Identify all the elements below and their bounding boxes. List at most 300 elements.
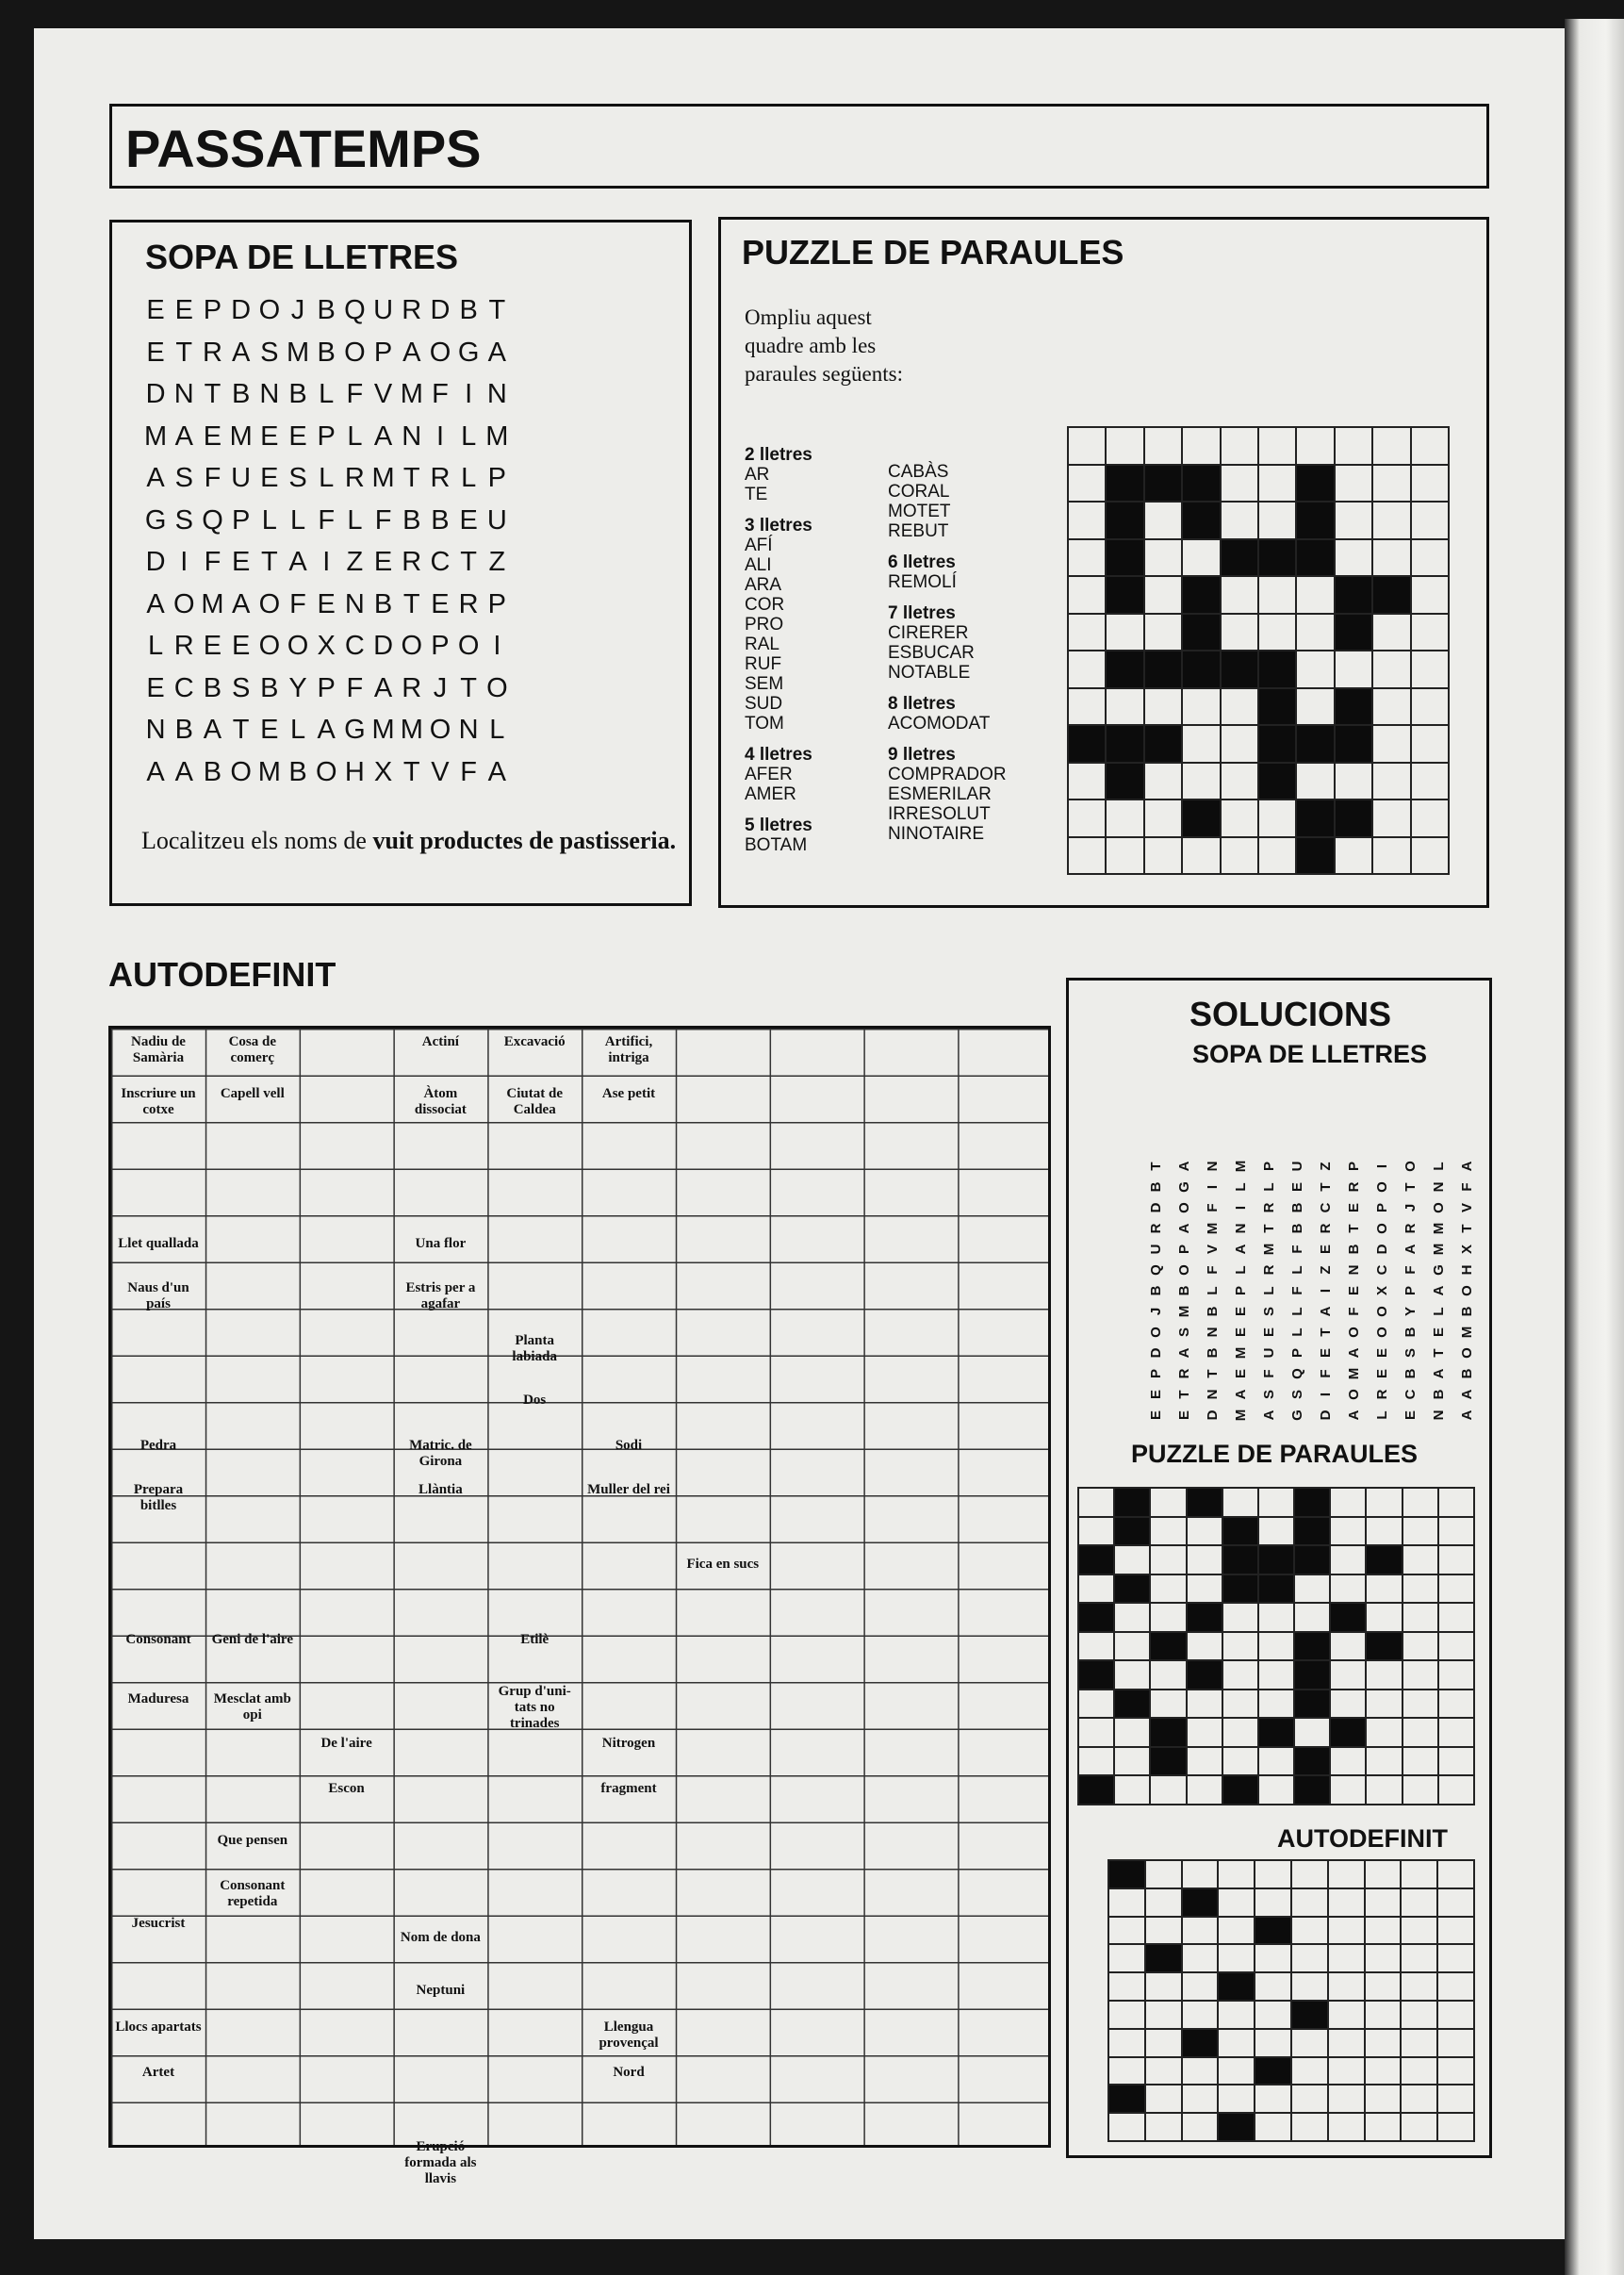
sopa-letter: O: [401, 631, 423, 661]
grid-cell: [1437, 2001, 1474, 2029]
grid-cell: [1150, 1488, 1186, 1517]
grid-cell: [1218, 1888, 1255, 1917]
grid-cell: [1068, 688, 1106, 726]
sol-sopa-letter: T: [1176, 1390, 1192, 1399]
sopa-letter: B: [288, 379, 307, 409]
grid-cell: [1258, 725, 1296, 763]
clue-cell: Llengua provençal: [599, 2019, 659, 2052]
sopa-letter: S: [174, 504, 193, 536]
sol-sopa-letter: T: [1205, 1369, 1221, 1378]
grid-cell: [1335, 539, 1372, 577]
sopa-letter: E: [146, 337, 165, 368]
grid-cell: [1068, 725, 1106, 763]
sopa-letter: T: [460, 547, 478, 577]
sopa-letter: V: [373, 379, 393, 409]
grid-cell: [1258, 1545, 1294, 1574]
sopa-letter: T: [175, 337, 193, 368]
grid-cell: [1335, 688, 1372, 726]
sopa-letter: X: [373, 756, 393, 787]
sopa-letter: O: [287, 631, 309, 661]
sol-sopa-letter: R: [1148, 1223, 1164, 1234]
grid-cell: [1437, 1917, 1474, 1945]
sol-sopa-letter: L: [1233, 1182, 1249, 1192]
word-item: CABÀS: [888, 462, 949, 482]
grid-cell: [1255, 2029, 1291, 2057]
sopa-row: [141, 421, 511, 464]
sopa-letter: B: [203, 672, 222, 703]
grid-cell: [1366, 1747, 1402, 1776]
sopa-letter: O: [429, 715, 451, 745]
sopa-letter: M: [201, 588, 224, 619]
sol-sopa-letter: O: [1374, 1327, 1390, 1338]
sol-sopa-letter: F: [1289, 1245, 1305, 1254]
grid-cell: [1437, 1888, 1474, 1917]
clue-cell: Excavació: [503, 1034, 566, 1049]
sopa-letter: E: [174, 295, 193, 325]
sol-sopa-letter: T: [1459, 1224, 1475, 1233]
sol-sopa-letter: U: [1261, 1347, 1277, 1359]
clue-cell: Jesucrist: [131, 1915, 186, 1931]
sopa-letter: I: [465, 379, 473, 409]
sol-sopa-letter: L: [1374, 1410, 1390, 1420]
sopa-letter: G: [144, 504, 167, 536]
grid-cell: [1187, 1690, 1222, 1719]
word-item: BOTAM: [745, 835, 808, 855]
sopa-letter: I: [493, 631, 501, 661]
grid-cell: [1372, 763, 1410, 800]
clue-cell: Neptuni: [416, 1982, 466, 1998]
autodefinit-title: AUTODEFINIT: [108, 955, 336, 994]
sol-sopa-letter: M: [1431, 1222, 1447, 1235]
sopa-letter: V: [431, 756, 450, 787]
grid-cell: [1222, 1488, 1258, 1517]
sopa-letter: F: [432, 379, 449, 409]
sopa-letter: M: [400, 379, 423, 409]
grid-cell: [1403, 1545, 1438, 1574]
grid-cell: [1255, 1888, 1291, 1917]
sol-sopa-letter: M: [1205, 1222, 1221, 1235]
grid-cell: [1145, 2057, 1182, 2085]
word-item: REBUT: [888, 521, 949, 541]
grid-cell: [1222, 1574, 1258, 1604]
grid-cell: [1291, 1917, 1328, 1945]
sopa-letter: N: [402, 420, 422, 452]
sopa-letter: E: [260, 463, 279, 493]
word-item: COMPRADOR: [888, 765, 1007, 784]
grid-cell: [1182, 725, 1220, 763]
sol-sopa-letter: M: [1233, 1409, 1249, 1422]
grid-cell: [1438, 1632, 1474, 1661]
grid-cell: [1150, 1517, 1186, 1546]
sopa-letter: B: [459, 295, 478, 325]
grid-cell: [1366, 1718, 1402, 1747]
sopa-letter: I: [180, 547, 189, 577]
grid-cell: [1372, 651, 1410, 688]
sol-sopa-letter: F: [1403, 1265, 1419, 1275]
grid-cell: [1403, 1660, 1438, 1690]
sol-sopa-letter: L: [1289, 1265, 1305, 1275]
sopa-letter: F: [460, 756, 478, 787]
sol-sopa-letter: V: [1205, 1245, 1221, 1255]
sopa-letter: M: [257, 756, 281, 787]
grid-cell: [1106, 763, 1143, 800]
word-item: AR: [745, 465, 770, 485]
grid-cell: [1372, 539, 1410, 577]
grid-cell: [1372, 725, 1410, 763]
grid-cell: [1114, 1517, 1150, 1546]
sol-sopa-letter: A: [1176, 1223, 1192, 1234]
sol-sopa-letter: P: [1374, 1203, 1390, 1213]
sol-sopa-letter: I: [1318, 1288, 1334, 1294]
sol-sopa-row: [1261, 1156, 1289, 1426]
sol-sopa-letter: L: [1431, 1162, 1447, 1171]
clue-cell: Consonant repetida: [220, 1877, 286, 1909]
sol-sopa-letter: O: [1176, 1202, 1192, 1213]
sol-sopa-letter: J: [1403, 1203, 1419, 1212]
sopa-letter: E: [459, 504, 478, 536]
sol-sopa-letter: P: [1261, 1162, 1277, 1172]
sol-sopa-letter: A: [1176, 1347, 1192, 1359]
grid-cell: [1258, 837, 1296, 875]
sopa-letter: D: [231, 295, 252, 325]
sol-sopa-letter: N: [1205, 1161, 1221, 1172]
grid-cell: [1221, 651, 1258, 688]
grid-cell: [1108, 2057, 1145, 2085]
grid-cell: [1258, 1517, 1294, 1546]
grid-cell: [1182, 465, 1220, 503]
sol-sopa-letter: A: [1431, 1368, 1447, 1379]
grid-cell: [1108, 1888, 1145, 1917]
sol-sopa-letter: E: [1148, 1390, 1164, 1400]
clue-cell: Grup d'uni-tats no trinades: [498, 1684, 571, 1732]
solucions-title: SOLUCIONS: [1189, 995, 1392, 1033]
sopa-letter: F: [374, 504, 392, 536]
grid-cell: [1114, 1747, 1150, 1776]
sopa-letter: A: [373, 672, 393, 703]
grid-cell: [1328, 2057, 1365, 2085]
grid-cell: [1221, 576, 1258, 614]
sopa-letter: R: [202, 337, 222, 368]
grid-cell: [1108, 2029, 1145, 2057]
sol-sopa-letter: A: [1346, 1410, 1362, 1421]
grid-cell: [1411, 800, 1449, 837]
clue-cell: Fica en sucs: [686, 1557, 760, 1573]
sopa-letter: M: [144, 420, 168, 452]
grid-cell: [1330, 1545, 1366, 1574]
sol-sopa-letter: P: [1289, 1348, 1305, 1359]
grid-cell: [1258, 800, 1296, 837]
sol-sopa-letter: D: [1318, 1410, 1334, 1421]
grid-cell: [1366, 1775, 1402, 1805]
sol-sopa-letter: E: [1233, 1307, 1249, 1317]
sol-sopa-letter: O: [1459, 1347, 1475, 1359]
grid-cell: [1258, 502, 1296, 539]
clue-cell: Muller del rei: [587, 1482, 670, 1498]
grid-cell: [1411, 427, 1449, 465]
grid-cell: [1401, 1972, 1437, 2001]
grid-cell: [1182, 2001, 1219, 2029]
grid-cell: [1145, 2085, 1182, 2113]
sol-sopa-letter: E: [1431, 1327, 1447, 1338]
sopa-letter: A: [146, 756, 165, 787]
grid-cell: [1106, 614, 1143, 651]
clue-cell: Nord: [613, 2064, 645, 2080]
sopa-letter: I: [435, 420, 444, 452]
word-item: COR: [745, 595, 785, 615]
grid-cell: [1438, 1603, 1474, 1632]
sopa-letter: O: [258, 295, 281, 325]
grid-cell: [1330, 1690, 1366, 1719]
grid-cell: [1078, 1632, 1114, 1661]
sopa-letter: A: [231, 337, 251, 368]
sopa-letter: N: [458, 715, 479, 745]
sol-sopa-letter: T: [1148, 1162, 1164, 1171]
grid-cell: [1437, 1972, 1474, 2001]
grid-cell: [1182, 502, 1220, 539]
grid-cell: [1411, 763, 1449, 800]
sol-sopa-letter: I: [1318, 1392, 1334, 1397]
sopa-letter: L: [289, 504, 306, 536]
sopa-letter: P: [487, 463, 507, 493]
grid-cell: [1403, 1517, 1438, 1546]
grid-cell: [1182, 651, 1220, 688]
sol-sopa-letter: E: [1403, 1410, 1419, 1421]
sol-sopa-letter: M: [1233, 1160, 1249, 1173]
solucions-autodefinit-grid: [1107, 1859, 1475, 2142]
grid-cell: [1106, 688, 1143, 726]
sol-sopa-letter: N: [1346, 1264, 1362, 1276]
grid-cell: [1221, 837, 1258, 875]
grid-cell: [1294, 1545, 1330, 1574]
word-item: ESBUCAR: [888, 643, 975, 663]
sopa-letter: R: [458, 588, 479, 619]
grid-cell: [1068, 539, 1106, 577]
grid-cell: [1150, 1747, 1186, 1776]
word-item: ESMERILAR: [888, 784, 992, 804]
grid-cell: [1106, 576, 1143, 614]
word-item: NINOTAIRE: [888, 824, 985, 844]
sopa-letter: B: [231, 379, 251, 409]
grid-cell: [1401, 1888, 1437, 1917]
grid-cell: [1366, 1632, 1402, 1661]
clue-cell: Estris per a agafar: [405, 1280, 476, 1312]
sol-sopa-letter: S: [1261, 1390, 1277, 1400]
sopa-letter: L: [148, 631, 164, 661]
grid-cell: [1411, 614, 1449, 651]
grid-cell: [1182, 576, 1220, 614]
sopa-letter: E: [231, 631, 251, 661]
grid-cell: [1296, 763, 1334, 800]
sol-sopa-letter: O: [1374, 1306, 1390, 1317]
clue-cell: Escon: [328, 1781, 365, 1796]
sol-sopa-letter: S: [1403, 1348, 1419, 1359]
grid-cell: [1335, 725, 1372, 763]
grid-cell: [1335, 763, 1372, 800]
sol-sopa-letter: R: [1374, 1389, 1390, 1400]
sol-sopa-letter: F: [1205, 1265, 1221, 1275]
grid-cell: [1221, 614, 1258, 651]
grid-cell: [1106, 837, 1143, 875]
clue-cell: Ase petit: [601, 1086, 656, 1102]
grid-cell: [1222, 1690, 1258, 1719]
grid-cell: [1221, 502, 1258, 539]
clue-cell: Que pensen: [217, 1833, 288, 1849]
grid-cell: [1365, 2057, 1402, 2085]
sol-sopa-row: [1403, 1156, 1431, 1426]
grid-cell: [1366, 1690, 1402, 1719]
grid-cell: [1144, 539, 1182, 577]
sol-sopa-letter: B: [1431, 1389, 1447, 1400]
sol-sopa-letter: B: [1459, 1368, 1475, 1379]
grid-cell: [1114, 1632, 1150, 1661]
grid-cell: [1221, 800, 1258, 837]
sol-sopa-row: [1205, 1156, 1233, 1426]
grid-cell: [1401, 1944, 1437, 1972]
sopa-row: [141, 715, 511, 757]
word-item: ARA: [745, 575, 782, 595]
grid-cell: [1150, 1775, 1186, 1805]
grid-cell: [1144, 725, 1182, 763]
grid-cell: [1182, 1888, 1219, 1917]
grid-cell: [1222, 1775, 1258, 1805]
grid-cell: [1438, 1488, 1474, 1517]
grid-cell: [1335, 614, 1372, 651]
grid-cell: [1068, 651, 1106, 688]
grid-cell: [1296, 539, 1334, 577]
clue-cell: Artifici, intriga: [604, 1034, 653, 1065]
grid-cell: [1401, 2113, 1437, 2141]
word-item: RUF: [745, 654, 782, 674]
grid-cell: [1403, 1775, 1438, 1805]
sopa-row: [141, 379, 511, 421]
sol-sopa-letter: A: [1261, 1410, 1277, 1421]
sol-sopa-letter: O: [1346, 1389, 1362, 1400]
grid-cell: [1255, 2113, 1291, 2141]
grid-cell: [1144, 465, 1182, 503]
sopa-letter: L: [461, 463, 477, 493]
sopa-letter: E: [146, 295, 165, 325]
grid-cell: [1330, 1632, 1366, 1661]
grid-cell: [1255, 1917, 1291, 1945]
intro-line: quadre amb les: [745, 334, 877, 357]
word-item: PRO: [745, 615, 784, 635]
sopa-letter: R: [402, 295, 422, 325]
sopa-letter: R: [430, 463, 451, 493]
sopa-row: [141, 757, 511, 800]
grid-cell: [1372, 614, 1410, 651]
clue-cell: Maduresa: [127, 1690, 189, 1706]
sol-sopa-row: [1318, 1156, 1346, 1426]
grid-cell: [1294, 1660, 1330, 1690]
sopa-letter: N: [344, 588, 365, 619]
sopa-letter: R: [344, 463, 365, 493]
grid-cell: [1291, 2057, 1328, 2085]
grid-cell: [1258, 1718, 1294, 1747]
clue-cell: Nadiu de Samària: [131, 1034, 186, 1065]
grid-cell: [1366, 1545, 1402, 1574]
grid-cell: [1068, 576, 1106, 614]
sol-sopa-letter: E: [1148, 1410, 1164, 1421]
grid-cell: [1401, 1860, 1437, 1888]
grid-cell: [1221, 763, 1258, 800]
sol-sopa-letter: P: [1403, 1286, 1419, 1296]
grid-cell: [1411, 651, 1449, 688]
grid-cell: [1108, 2001, 1145, 2029]
grid-cell: [1296, 614, 1334, 651]
sol-sopa-letter: B: [1289, 1223, 1305, 1234]
clue-cell: fragment: [600, 1781, 657, 1796]
grid-cell: [1114, 1775, 1150, 1805]
sol-sopa-row: [1289, 1156, 1318, 1426]
sopa-letter: T: [204, 379, 221, 409]
grid-cell: [1296, 800, 1334, 837]
grid-cell: [1296, 837, 1334, 875]
sol-sopa-letter: A: [1459, 1410, 1475, 1421]
grid-cell: [1372, 502, 1410, 539]
grid-cell: [1258, 651, 1296, 688]
grid-cell: [1335, 576, 1372, 614]
grid-cell: [1108, 1972, 1145, 2001]
sol-sopa-letter: E: [1289, 1182, 1305, 1193]
sopa-letter: O: [457, 631, 480, 661]
grid-cell: [1078, 1775, 1114, 1805]
grid-cell: [1296, 576, 1334, 614]
word-item: AFÍ: [745, 536, 773, 555]
sol-sopa-letter: L: [1233, 1265, 1249, 1275]
grid-cell: [1182, 1860, 1219, 1888]
sopa-letter: F: [204, 547, 221, 577]
sopa-letter: R: [402, 672, 422, 703]
sopa-letter: O: [315, 756, 337, 787]
sopa-letter: O: [173, 588, 195, 619]
grid-cell: [1294, 1718, 1330, 1747]
sopa-letter: B: [288, 756, 307, 787]
grid-cell: [1294, 1488, 1330, 1517]
grid-cell: [1218, 1972, 1255, 2001]
sol-sopa-letter: R: [1346, 1181, 1362, 1193]
clue-cell: Geni de l'aire: [211, 1631, 293, 1647]
sol-sopa-letter: I: [1233, 1205, 1249, 1211]
grid-cell: [1291, 2113, 1328, 2141]
grid-cell: [1401, 1917, 1437, 1945]
grid-cell: [1258, 576, 1296, 614]
grid-cell: [1258, 1775, 1294, 1805]
grid-cell: [1145, 2113, 1182, 2141]
grid-cell: [1296, 502, 1334, 539]
sopa-letter: U: [373, 295, 394, 325]
sopa-letter: E: [260, 420, 279, 452]
grid-cell: [1068, 837, 1106, 875]
grid-cell: [1437, 2113, 1474, 2141]
grid-cell: [1258, 1632, 1294, 1661]
grid-cell: [1182, 2085, 1219, 2113]
grid-cell: [1437, 1944, 1474, 1972]
sopa-letter: D: [373, 631, 394, 661]
sol-sopa-letter: A: [1318, 1306, 1334, 1317]
word-item: REMOLÍ: [888, 572, 957, 592]
sopa-letter: E: [260, 715, 279, 745]
clue-cell: Mesclat amb opi: [213, 1690, 291, 1723]
sol-sopa-row: [1431, 1156, 1459, 1426]
grid-cell: [1438, 1718, 1474, 1747]
grid-cell: [1328, 1917, 1365, 1945]
grid-cell: [1255, 1972, 1291, 2001]
sopa-letter: A: [146, 588, 165, 619]
grid-cell: [1222, 1517, 1258, 1546]
grid-cell: [1182, 800, 1220, 837]
grid-cell: [1328, 2029, 1365, 2057]
sopa-letter: T: [488, 295, 506, 325]
